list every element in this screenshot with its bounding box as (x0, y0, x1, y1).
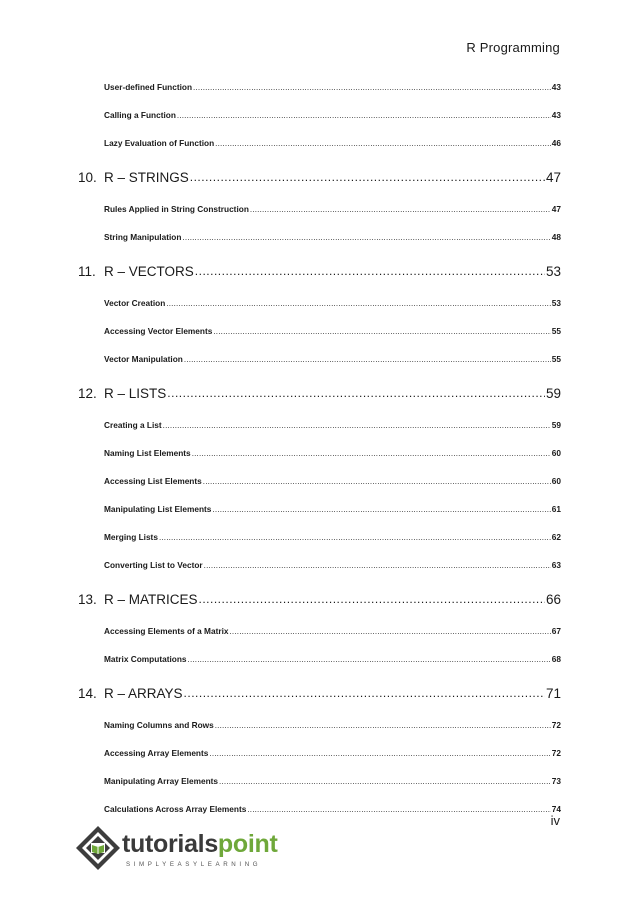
toc-entry-page: 48 (551, 232, 561, 242)
leader-dots (209, 749, 550, 758)
toc-entry[interactable] (78, 345, 561, 373)
toc-entry-page: 67 (551, 626, 561, 636)
toc-entry[interactable] (78, 467, 561, 495)
leader-dots (184, 686, 545, 700)
toc-entry[interactable] (78, 711, 561, 739)
chapter-page: 59 (545, 385, 561, 401)
chapter-number: 14. (78, 685, 97, 701)
toc-entry-page: 60 (551, 448, 561, 458)
chapter-title: R – ARRAYS (104, 685, 183, 701)
toc-entry[interactable] (78, 767, 561, 795)
toc-entry[interactable] (78, 439, 561, 467)
toc-entry-page: 43 (551, 110, 561, 120)
leader-dots (203, 477, 551, 486)
leader-dots (215, 721, 551, 730)
toc-entry-label: Accessing Array Elements (104, 748, 209, 758)
toc-entry-page: 73 (551, 776, 561, 786)
toc-entry-label: Vector Creation (104, 298, 166, 308)
toc-entry[interactable] (78, 617, 561, 645)
chapter-page: 47 (545, 169, 561, 185)
leader-dots (204, 561, 551, 570)
toc-entry[interactable] (78, 195, 561, 223)
leader-dots (250, 205, 551, 214)
tutorialspoint-logo (76, 824, 278, 884)
toc-entry[interactable] (78, 411, 561, 439)
toc-entry-page: 68 (551, 654, 561, 664)
toc-chapters (78, 159, 561, 823)
logo-tagline: SIMPLYEASYLEARNING (126, 861, 262, 868)
page-number: iv (550, 813, 560, 828)
logo-diamond-icon (76, 824, 124, 884)
chapter-number: 12. (78, 385, 97, 401)
chapter-title: R – STRINGS (104, 169, 189, 185)
toc-entry-label: Manipulating List Elements (104, 504, 212, 514)
toc-entry-page: 46 (551, 138, 561, 148)
leader-dots (167, 386, 545, 400)
toc-entry-page: 62 (551, 532, 561, 542)
leader-dots (192, 449, 551, 458)
toc-chapter[interactable] (78, 375, 561, 411)
leader-dots (247, 805, 550, 814)
toc-entry-label: Accessing Vector Elements (104, 326, 213, 336)
chapter-number: 11. (78, 263, 96, 279)
toc-chapter[interactable] (78, 675, 561, 711)
toc-entry-label: String Manipulation (104, 232, 182, 242)
toc-entry-label: Calculations Across Array Elements (104, 804, 247, 814)
toc-entry[interactable] (78, 523, 561, 551)
chapter-page: 53 (545, 263, 561, 279)
toc-entry[interactable] (78, 739, 561, 767)
toc-entry-label: Merging Lists (104, 532, 158, 542)
leader-dots (166, 299, 550, 308)
toc-entry-page: 53 (551, 298, 561, 308)
toc-entry-page: 47 (551, 204, 561, 214)
toc-entry-label: Rules Applied in String Construction (104, 204, 249, 214)
toc-entry[interactable] (78, 317, 561, 345)
leader-dots (193, 83, 551, 92)
toc-entry[interactable] (78, 795, 561, 823)
chapter-title: R – MATRICES (104, 591, 198, 607)
toc-entry[interactable] (78, 551, 561, 579)
toc-entry[interactable] (78, 645, 561, 673)
toc-entry-page: 61 (551, 504, 561, 514)
chapter-title: R – VECTORS (104, 263, 194, 279)
toc-entry-label: Manipulating Array Elements (104, 776, 219, 786)
toc-entry-label: Creating a List (104, 420, 162, 430)
chapter-title: R – LISTS (104, 385, 167, 401)
leader-dots (230, 627, 551, 636)
leader-dots (219, 777, 551, 786)
chapter-number: 10. (78, 169, 97, 185)
toc-chapter[interactable] (78, 581, 561, 617)
leader-dots (184, 355, 551, 364)
toc-chapter[interactable] (78, 253, 561, 289)
toc-entry-page: 60 (551, 476, 561, 486)
leader-dots (212, 505, 550, 514)
toc-entry-page: 72 (551, 720, 561, 730)
toc-entry-label: Lazy Evaluation of Function (104, 138, 215, 148)
leader-dots (195, 264, 545, 278)
chapter-page: 71 (545, 685, 561, 701)
toc-entry-label: User-defined Function (104, 82, 193, 92)
toc-entry-page: 63 (551, 560, 561, 570)
toc-entry[interactable] (78, 129, 561, 157)
table-of-contents (78, 73, 561, 823)
leader-dots (188, 655, 551, 664)
toc-entry-label: Calling a Function (104, 110, 176, 120)
toc-entry-label: Naming Columns and Rows (104, 720, 214, 730)
toc-entry[interactable] (78, 495, 561, 523)
leader-dots (159, 533, 551, 542)
logo-wordmark: tutorialspoint (122, 830, 278, 858)
leader-dots (190, 170, 545, 184)
leader-dots (163, 421, 551, 430)
leader-dots (215, 139, 551, 148)
toc-entry[interactable] (78, 289, 561, 317)
toc-entry-page: 72 (551, 748, 561, 758)
toc-entry-page: 55 (551, 354, 561, 364)
leader-dots (199, 592, 545, 606)
toc-entry-page: 74 (551, 804, 561, 814)
toc-entry-label: Matrix Computations (104, 654, 187, 664)
leader-dots (182, 233, 550, 242)
chapter-number: 13. (78, 591, 97, 607)
toc-initial-entries (78, 73, 561, 157)
toc-entry[interactable] (78, 223, 561, 251)
leader-dots (177, 111, 551, 120)
toc-entry[interactable] (78, 101, 561, 129)
leader-dots (213, 327, 550, 336)
toc-entry-label: Vector Manipulation (104, 354, 183, 364)
toc-entry-label: Accessing Elements of a Matrix (104, 626, 229, 636)
running-header: R Programming (466, 40, 560, 55)
toc-entry-page: 43 (551, 82, 561, 92)
toc-entry-page: 55 (551, 326, 561, 336)
toc-entry[interactable] (78, 73, 561, 101)
toc-entry-label: Converting List to Vector (104, 560, 203, 570)
chapter-page: 66 (545, 591, 561, 607)
toc-entry-label: Accessing List Elements (104, 476, 202, 486)
toc-chapter[interactable] (78, 159, 561, 195)
toc-entry-page: 59 (551, 420, 561, 430)
toc-entry-label: Naming List Elements (104, 448, 191, 458)
